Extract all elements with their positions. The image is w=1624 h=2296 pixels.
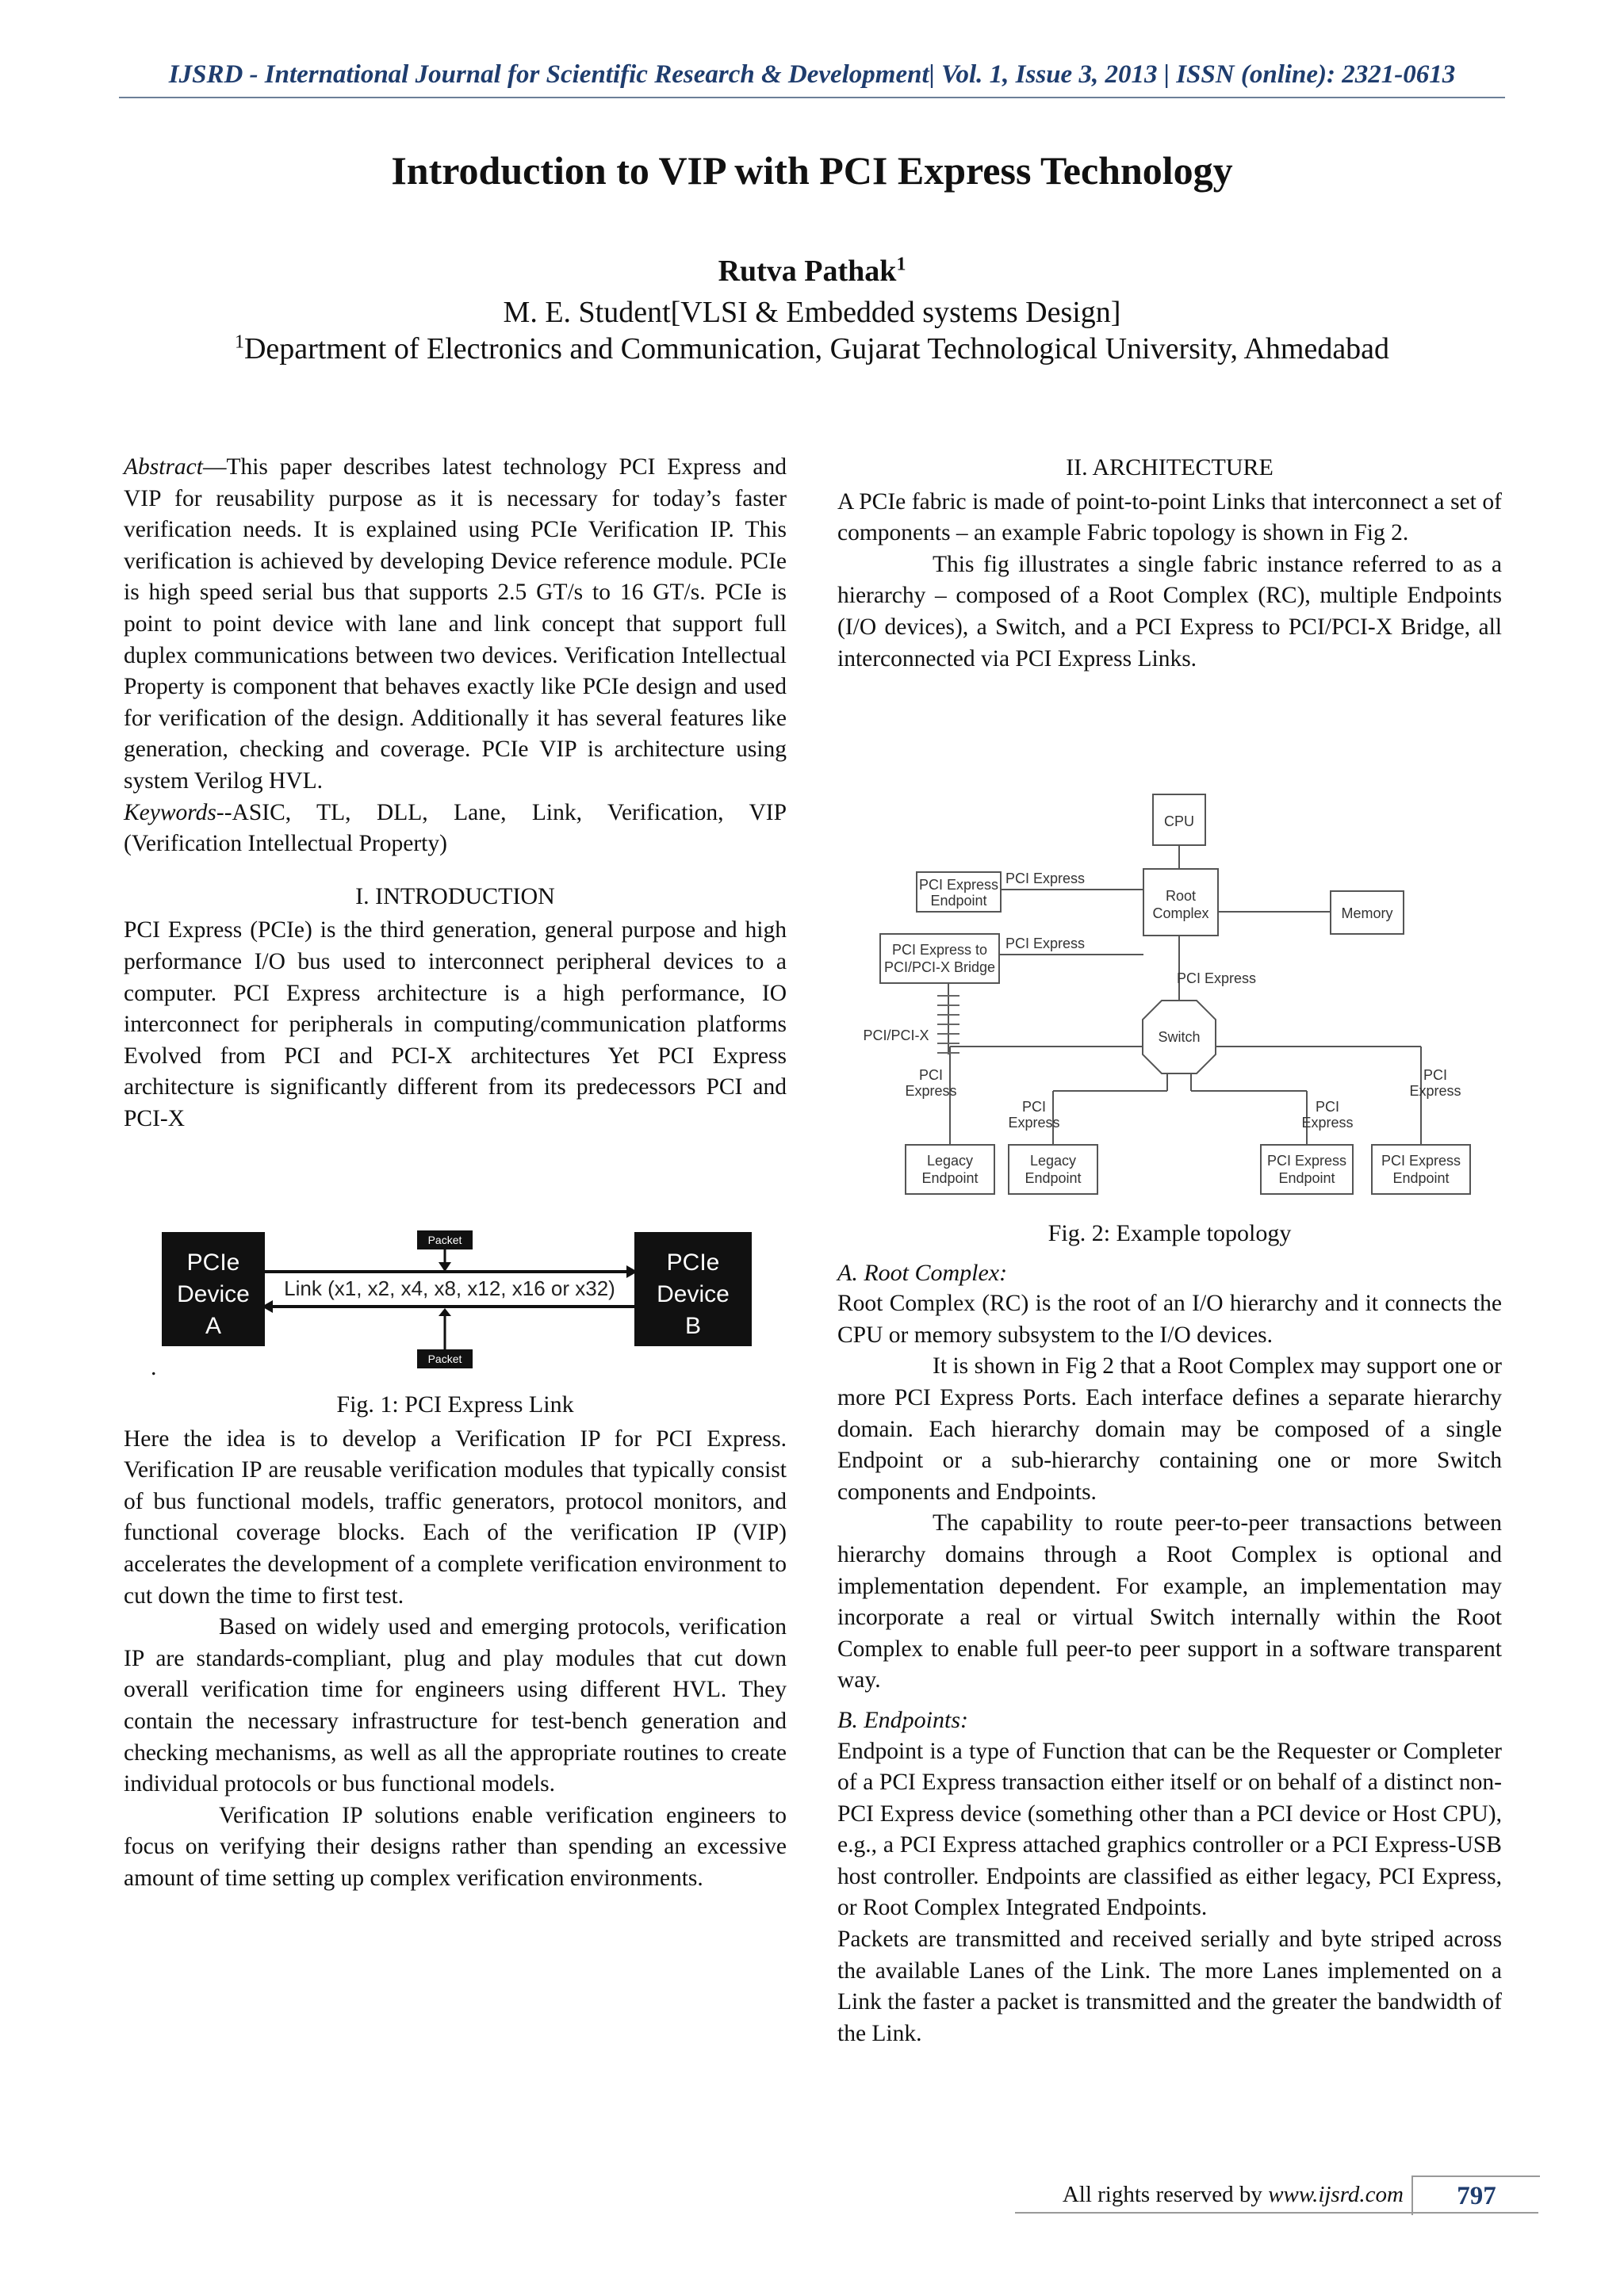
- pcie-endpoint-label-2: Endpoint: [930, 893, 987, 909]
- journal-header: IJSRD - International Journal for Scientific Research & Development| Vol. 1, Issue 3, 2013 | ISSN (online): 2321-0613: [168, 60, 1456, 89]
- affiliation-superscript: 1: [234, 331, 244, 353]
- link-4-label-1: PCI: [1423, 1067, 1448, 1083]
- keywords: [124, 798, 787, 860]
- affiliation-line-2: [0, 331, 1624, 366]
- link-1-label-1: PCI: [918, 1067, 944, 1083]
- figure-1-pcie-link: [162, 1230, 752, 1387]
- page-number: 797: [1411, 2175, 1540, 2215]
- pci-express-label-3: PCI Express: [1176, 970, 1257, 986]
- link-3-label-1: PCI: [1315, 1099, 1340, 1115]
- bridge-label-2: PCI/PCI-X Bridge: [883, 959, 996, 975]
- subsection-a-paragraph-1: Root Complex (RC) is the root of an I/O hierarchy and it connects the CPU or memory subsystem to the I/O devices.: [837, 1291, 1502, 1348]
- endpoint-4-label-2: Endpoint: [1392, 1170, 1450, 1186]
- root-complex-label-2: Complex: [1152, 905, 1209, 921]
- paper-title: Introduction to VIP with PCI Express Technology: [391, 148, 1233, 193]
- abstract-label: Abstract: [124, 454, 203, 480]
- subsection-b-heading: B. Endpoints:: [837, 1706, 968, 1733]
- pci-express-label-2: PCI Express: [1005, 936, 1086, 951]
- affiliation-line-2-text: Department of Electronics and Communication, Gujarat Technological University, Ahmedabad: [243, 332, 1390, 365]
- section-1-paragraph-3: Based on widely used and emerging protocols, verification IP are standards-compliant, plug and play modules that cut down overall verification time for engineers using different HVL. They contain the necessary infrastructure for test-bench generation and checking mechanisms, as well as all the appropriate routines to create individual protocols or bus functional models.: [124, 1614, 787, 1797]
- link-4-label-2: Express: [1409, 1083, 1461, 1099]
- endpoint-3-label-2: Endpoint: [1278, 1170, 1335, 1186]
- section-1-heading: I. INTRODUCTION: [355, 882, 555, 909]
- section-2-heading: II. ARCHITECTURE: [1066, 454, 1274, 480]
- subsection-a-paragraph-3: The capability to route peer-to-peer transactions between hierarchy domains through a Root Complex is optional and implementation dependent. For example, an implementation may incorporate a real or virtual Switch internally within the Root Complex to enable full peer-to peer support in a software transparent way.: [837, 1510, 1502, 1693]
- bridge-label-1: PCI Express to: [891, 942, 988, 958]
- pci-express-label-1: PCI Express: [1005, 871, 1086, 886]
- link-1-label-2: Express: [905, 1083, 957, 1099]
- left-column-top: [124, 452, 787, 1135]
- link-3-label-2: Express: [1301, 1115, 1354, 1131]
- keywords-text: --ASIC, TL, DLL, Lane, Link, Verification, VIP (Verification Intellectual Property): [124, 799, 787, 857]
- right-column-top: [837, 452, 1502, 675]
- endpoint-1-label-1: Legacy: [926, 1153, 974, 1169]
- device-a-line-3: A: [205, 1313, 222, 1339]
- device-b-line-1: PCIe: [666, 1249, 720, 1276]
- keywords-label: Keywords: [124, 799, 216, 825]
- memory-label: Memory: [1341, 905, 1393, 921]
- link-label: Link (x1, x2, x4, x8, x12, x16 or x32): [284, 1276, 615, 1300]
- device-a-line-1: PCIe: [186, 1249, 240, 1276]
- affiliation-line-1: M. E. Student[VLSI & Embedded systems Design]: [503, 296, 1121, 329]
- link-2-label-2: Express: [1008, 1115, 1060, 1131]
- link-2-label-1: PCI: [1021, 1099, 1047, 1115]
- abstract: [124, 452, 787, 798]
- abstract-text: —This paper describes latest technology PCI Express and VIP for reusability purpose as it is necessary for today’s faster verification needs. It is explained using PCIe Verification IP. This verification is achieved by developing Device reference module. PCIe is high speed serial bus that supports 2.5 GT/s to 16 GT/s. PCIe is point to point device with lane and link concept that support full duplex communications between two devices. Verification Intellectual Property is component that behaves exactly like PCIe design and used for verification of the design. Additionally it has several features like generation, checking and coverage. PCIe VIP is architecture using system Verilog HVL.: [124, 454, 787, 794]
- figure-1-caption: Fig. 1: PCI Express Link: [336, 1391, 574, 1418]
- subsection-b-paragraph-2: Packets are transmitted and received serially and byte striped across the available Lanes of the Link. The more Lanes implemented on a Link the faster a packet is transmitted and the greater the bandwidth of the Link.: [837, 1927, 1502, 2046]
- packet-bottom-label: Packet: [427, 1353, 462, 1365]
- header-rule: [119, 97, 1505, 98]
- pcix-label: PCI/PCI-X: [863, 1027, 929, 1043]
- device-b-line-3: B: [684, 1313, 702, 1339]
- section-2-paragraph-2: This fig illustrates a single fabric instance referred to as a hierarchy – composed of a Root Complex (RC), multiple Endpoints (I/O devices), a Switch, and a PCI Express to PCI/PCI-X Bridge, all interconnected via PCI Express Links.: [837, 551, 1502, 672]
- section-1-paragraph-2: Here the idea is to develop a Verification IP for PCI Express. Verification IP are reusable verification modules that typically consist of bus functional models, traffic generators, protocol monitors, and functional coverage blocks. Each of the verification IP (VIP) accelerates the development of a complete verification environment to cut down the time to first test.: [124, 1425, 787, 1609]
- device-a-line-2: Device: [177, 1281, 250, 1307]
- right-column-bottom: [837, 1218, 1502, 2049]
- figure-2-caption: Fig. 2: Example topology: [1048, 1220, 1292, 1246]
- section-1-paragraph-1: PCI Express (PCIe) is the third generation, general purpose and high performance I/O bus used to interconnect peripheral devices to a computer. PCI Express architecture is a high performance, IO interconnect for peripherals in computing/communication platforms Evolved from PCI and PCI-X architectures Yet PCI Express architecture is significantly different from its predecessors PCI and PCI-X: [124, 917, 787, 1131]
- section-1-paragraph-4: Verification IP solutions enable verification engineers to focus on verifying their designs rather than spending an excessive amount of time setting up complex verification environments.: [124, 1802, 787, 1891]
- figure-2-example-topology: [861, 793, 1503, 1202]
- endpoint-3-label-1: PCI Express: [1266, 1153, 1347, 1169]
- stray-dot: .: [151, 1354, 157, 1380]
- footer-website-link[interactable]: www.ijsrd.com: [1268, 2182, 1404, 2207]
- section-2-paragraph-1: A PCIe fabric is made of point-to-point Links that interconnect a set of components – an example Fabric topology is shown in Fig 2.: [837, 488, 1502, 546]
- author-name-text: Rutva Pathak: [718, 254, 897, 288]
- cpu-label: CPU: [1163, 813, 1195, 829]
- switch-label: Switch: [1158, 1029, 1201, 1045]
- author-name: [0, 254, 1624, 289]
- device-b-line-2: Device: [657, 1281, 730, 1307]
- endpoint-2-label-2: Endpoint: [1025, 1170, 1082, 1186]
- footer-rights: [1031, 2182, 1404, 2208]
- endpoint-1-label-2: Endpoint: [921, 1170, 979, 1186]
- root-complex-label-1: Root: [1165, 888, 1197, 904]
- subsection-a-heading: A. Root Complex:: [837, 1259, 1008, 1286]
- subsection-b-paragraph-1: Endpoint is a type of Function that can be the Requester or Completer of a PCI Express transaction either itself or on behalf of a distinct non-PCI Express device (something other than a PCI device or Host CPU), e.g., a PCI Express attached graphics controller or a PCI Express-USB host controller. Endpoints are classified as either legacy, PCI Express, or Root Complex Integrated Endpoints.: [837, 1738, 1502, 1921]
- subsection-a-paragraph-2: It is shown in Fig 2 that a Root Complex may support one or more PCI Express Ports. Each interface defines a separate hierarchy domain. Each hierarchy domain may be composed of a single Endpoint or a sub-hierarchy containing one or more Switch components and Endpoints.: [837, 1353, 1502, 1505]
- author-superscript: 1: [896, 254, 906, 275]
- endpoint-4-label-1: PCI Express: [1381, 1153, 1461, 1169]
- left-column-bottom: [124, 1389, 787, 1895]
- endpoint-2-label-1: Legacy: [1029, 1153, 1077, 1169]
- footer-rights-text: All rights reserved by: [1062, 2182, 1269, 2207]
- pcie-endpoint-label-1: PCI Express: [918, 877, 999, 893]
- packet-top-label: Packet: [427, 1234, 462, 1246]
